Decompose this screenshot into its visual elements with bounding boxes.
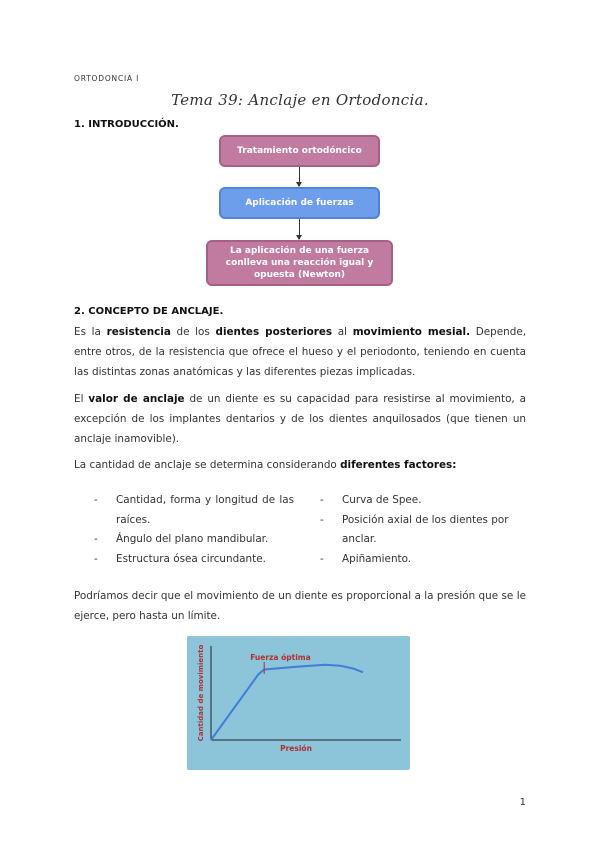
flow-arrow-2 (299, 219, 300, 239)
flow-arrow-1 (299, 167, 300, 186)
section-2-heading: 2. CONCEPTO DE ANCLAJE. (74, 306, 224, 317)
x-axis-label: Presión (280, 744, 312, 753)
annotation-label: Fuerza óptima (250, 653, 311, 662)
list-item: - Ángulo del plano mandibular. (94, 533, 269, 545)
flow-box-newton: La aplicación de una fuerza conlleva una reacción igual y opuesta (Newton) (206, 240, 393, 286)
flow-box-forces: Aplicación de fuerzas (219, 187, 380, 219)
list-item: - Apiñamiento. (320, 552, 412, 565)
list-item: - Posición axial de los dientes por anclar. (320, 513, 509, 545)
list-item: - Cantidad, forma y longitud de las raíces. (94, 494, 294, 526)
paragraph-anchorage-definition: Es la resistencia de los dientes posteriores al movimiento mesial. Depende, entre otros, de la resistencia que ofrece el hueso y el periodonto, teniendo en cuenta las distintas zonas anatómicas y las diferentes piezas implicadas. (74, 326, 527, 378)
force-movement-chart (187, 636, 410, 770)
factors-list-left (94, 491, 294, 569)
factors-list-right (320, 491, 530, 569)
y-axis-label: Cantidad de movimiento (197, 644, 205, 742)
page-number: 1 (519, 797, 526, 808)
list-item: - Estructura ósea circundante. (94, 552, 266, 565)
paragraph-anchorage-value: El valor de anclaje de un diente es su capacidad para resistirse al movimiento, a excepción de los implantes dentarios y de los dientes anquilosados (que tienen un anclaje inamovible). (74, 393, 526, 445)
course-header: ORTODONCIA I (74, 74, 140, 83)
page-title: Tema 39: Anclaje en Ortodoncia. (171, 91, 429, 109)
list-item: - Curva de Spee. (320, 494, 422, 506)
flow-box-treatment: Tratamiento ortodóncico (219, 135, 380, 167)
section-1-heading: 1. INTRODUCCIÓN. (74, 119, 179, 130)
paragraph-pressure: Podríamos decir que el movimiento de un diente es proporcional a la presión que se le ejerce, pero hasta un límite. (74, 590, 526, 622)
paragraph-factors-intro: La cantidad de anclaje se determina considerando diferentes factores: (74, 459, 457, 471)
